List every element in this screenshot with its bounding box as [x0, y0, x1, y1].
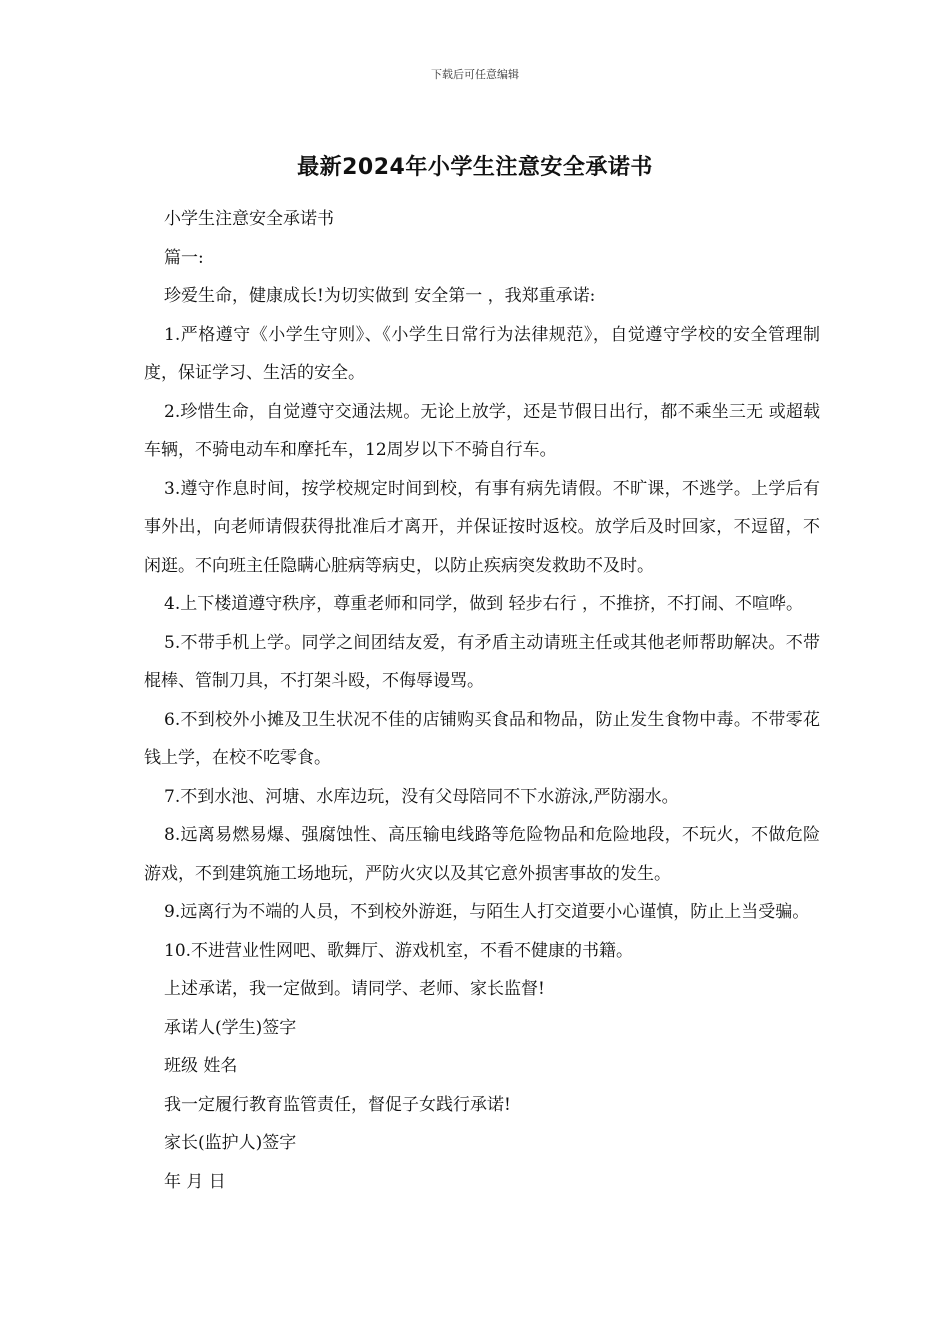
closing-statement: 上述承诺，我一定做到。请同学、老师、家长监督!	[164, 979, 545, 999]
intro-paragraph: 珍爱生命，健康成长!为切实做到 安全第一 ，我郑重承诺:	[164, 286, 596, 306]
pledge-item-2: 2.珍惜生命，自觉遵守交通法规。无论上放学，还是节假日出行，都不乘坐三无 或超载车辆，不骑电动车和摩托车，12周岁以下不骑自行车。	[144, 401, 820, 460]
pledge-item-1: 1.严格遵守《小学生守则》、《小学生日常行为法律规范》，自觉遵守学校的安全管理制度，保证学习、生活的安全。	[144, 324, 820, 383]
header-note: 下载后可任意编辑	[431, 68, 519, 81]
date-line: 年 月 日	[164, 1171, 226, 1192]
subtitle: 小学生注意安全承诺书	[164, 209, 334, 229]
parent-pledge: 我一定履行教育监管责任，督促子女践行承诺!	[164, 1094, 511, 1115]
pledge-item-9: 9.远离行为不端的人员，不到校外游逛，与陌生人打交道要小心谨慎，防止上当受骗。	[164, 902, 810, 922]
document-body	[144, 200, 820, 1201]
pledge-item-10: 10.不进营业性网吧、歌舞厅、游戏机室，不看不健康的书籍。	[164, 940, 634, 961]
section-label: 篇一:	[164, 247, 204, 268]
pledge-item-7: 7.不到水池、河塘、水库边玩，没有父母陪同不下水游泳,严防溺水。	[164, 786, 679, 807]
class-name-line: 班级 姓名	[164, 1056, 238, 1076]
document-title: 最新2024年小学生注意安全承诺书	[297, 155, 653, 180]
pledge-item-6: 6.不到校外小摊及卫生状况不佳的店铺购买食品和物品，防止发生食物中毒。不带零花钱上学，在校不吃零食。	[144, 709, 820, 768]
pledge-item-3: 3.遵守作息时间，按学校规定时间到校，有事有病先请假。不旷课，不逃学。上学后有事外出，向老师请假获得批准后才离开，并保证按时返校。放学后及时回家，不逗留，不闲逛。不向班主任隐瞒心脏病等病史，以防止疾病突发救助不及时。	[144, 478, 820, 576]
parent-signature-line: 家长(监护人)签字	[164, 1133, 297, 1153]
pledge-item-8: 8.远离易燃易爆、强腐蚀性、高压输电线路等危险物品和危险地段，不玩火，不做危险游戏，不到建筑施工场地玩，严防火灾以及其它意外损害事故的发生。	[144, 825, 820, 884]
pledge-item-5: 5.不带手机上学。同学之间团结友爱，有矛盾主动请班主任或其他老师帮助解决。不带棍棒、管制刀具，不打架斗殴，不侮辱谩骂。	[144, 632, 820, 691]
student-signature-line: 承诺人(学生)签字	[164, 1017, 297, 1038]
pledge-item-4: 4.上下楼道遵守秩序，尊重老师和同学，做到 轻步右行 ，不推挤，不打闹、不喧哗。	[164, 594, 804, 614]
